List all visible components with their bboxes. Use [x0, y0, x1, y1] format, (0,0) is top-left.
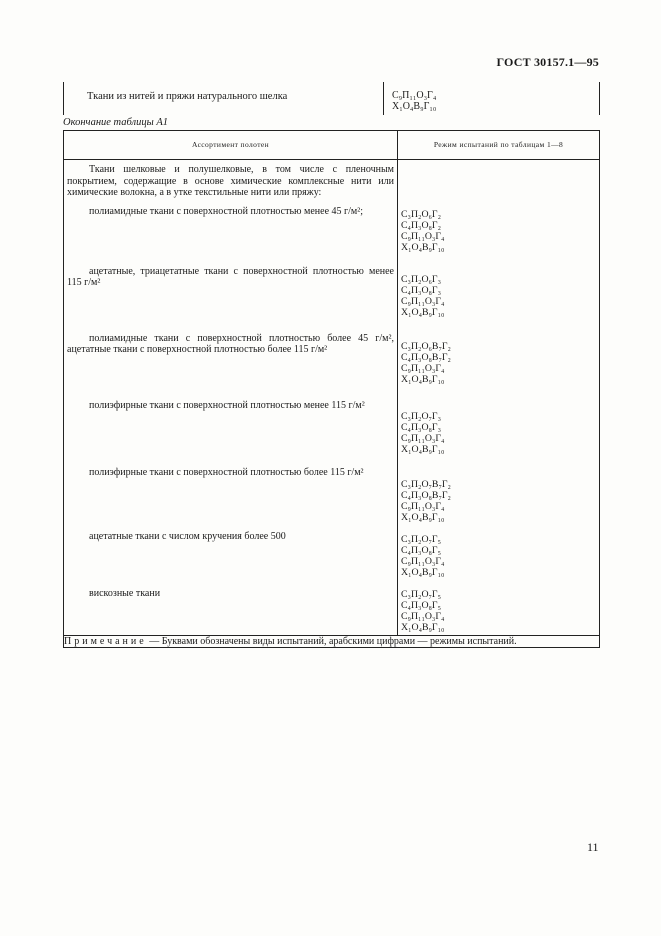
test-code: Х₁О₄В₉Г₁₀ [401, 443, 445, 455]
table-caption: Окончание таблицы А1 [63, 117, 169, 128]
fabric-label: ацетатные ткани с числом кручения более 500 [89, 530, 286, 542]
table-row [64, 578, 600, 636]
note-row [64, 635, 600, 648]
test-code: Х₁О₄В₉Г₁₀ [401, 566, 445, 578]
test-code: С₉П₁₁О₃Г₄ [401, 555, 445, 567]
test-code: Х₁О₄В₉Г₁₀ [401, 306, 445, 318]
table-row [64, 455, 600, 523]
column-rule [63, 82, 64, 115]
test-code: С₉П₁₁О₃Г₄ [401, 230, 445, 242]
table-row [64, 199, 600, 253]
test-code: С₄П₃О₈Г₃ [401, 284, 442, 296]
test-code: С₄П₃О₈Г₅ [401, 544, 442, 556]
test-codes [398, 411, 599, 455]
test-code: Х₁О₄В₉Г₁₀ [401, 373, 445, 385]
test-code: Х₁О₄В₉Г₁₀ [401, 621, 445, 633]
col-assortment-header: Ассортимент полотен [64, 131, 398, 160]
test-codes [398, 274, 599, 318]
table-row [64, 385, 600, 455]
test-code: С₉П₁₁О₃Г₄ [401, 432, 445, 444]
test-codes [398, 589, 599, 633]
test-code: С₉П₁₁О₃Г₄ [392, 90, 437, 101]
test-code: С₉П₁₁О₃Г₄ [401, 610, 445, 622]
test-code: С₄П₃О₈Г₅ [401, 599, 442, 611]
test-code: Х₁О₄В₉Г₁₀ [392, 101, 437, 112]
col-mode-header: Режим испытаний по таблицам 1—8 [398, 131, 600, 160]
test-code: С₃П₂О₇Г₅ [401, 588, 442, 600]
test-codes [398, 534, 599, 578]
test-code: С₄П₃О₈Г₂ [401, 219, 442, 231]
test-code: С₉П₁₁О₃Г₄ [401, 295, 445, 307]
fabric-label: полиамидные ткани с поверхностной плотностью менее 45 г/м²; [89, 205, 363, 217]
test-code: С₄П₃О₈В₇Г₂ [401, 351, 451, 363]
test-codes [398, 209, 599, 253]
test-code: С₃П₂О₇Г₅ [401, 533, 442, 545]
test-code: С₄П₃О₈В₇Г₂ [401, 489, 451, 501]
table-row [64, 523, 600, 578]
test-code: С₃П₂О₆В₇Г₂ [401, 340, 451, 352]
table-row [64, 318, 600, 385]
test-code: С₉П₁₁О₃Г₄ [401, 362, 445, 374]
test-code: С₄П₃О₈Г₃ [401, 421, 442, 433]
assortment-table [63, 130, 600, 648]
table-row [64, 253, 600, 318]
table-continuation-fragment [63, 82, 600, 115]
test-codes [398, 341, 599, 385]
fabric-label: полиэфирные ткани с поверхностной плотностью менее 115 г/м² [89, 399, 365, 411]
note-label: Примечание [64, 635, 147, 647]
fragment-codes [389, 90, 436, 112]
test-code: С₃П₂О₆Г₂ [401, 208, 442, 220]
test-code: С₉П₁₁О₃Г₄ [401, 500, 445, 512]
fabric-label: полиамидные ткани с поверхностной плотностью более 45 г/м², ацетатные ткани с поверхностной плотностью более 115 г/м² [67, 332, 394, 355]
test-code: С₃П₂О₇Г₃ [401, 410, 442, 422]
fabric-label: ацетатные, триацетатные ткани с поверхностной плотностью менее 115 г/м² [67, 265, 394, 288]
table-header-row [64, 131, 600, 160]
note-text: — Буквами обозначены виды испытаний, арабскими цифрами — режимы испытаний. [146, 635, 517, 647]
test-code: С₃П₂О₇В₇Г₂ [401, 478, 451, 490]
fragment-label: Ткани из нитей и пряжи натурального шелка [87, 91, 288, 102]
fabric-label: полиэфирные ткани с поверхностной плотностью более 115 г/м² [89, 466, 364, 478]
test-code: Х₁О₄В₉Г₁₀ [401, 241, 445, 253]
intro-text: Ткани шелковые и полушелковые, в том числе с пленочным покрытием, содержащие в основе химические комплексные нити или химические волокна, а в утке текстильные нити или пряжу: [67, 164, 394, 198]
fabric-label: вискозные ткани [89, 587, 161, 599]
page-number: 11 [587, 840, 599, 854]
table-row [64, 160, 600, 199]
table-note [64, 635, 600, 648]
column-rule [599, 82, 600, 115]
test-code: Х₁О₄В₉Г₁₀ [401, 511, 445, 523]
test-codes [398, 479, 599, 523]
test-code: С₃П₂О₆Г₃ [401, 273, 442, 285]
document-header: ГОСТ 30157.1—95 [496, 55, 599, 69]
column-rule [383, 82, 384, 115]
